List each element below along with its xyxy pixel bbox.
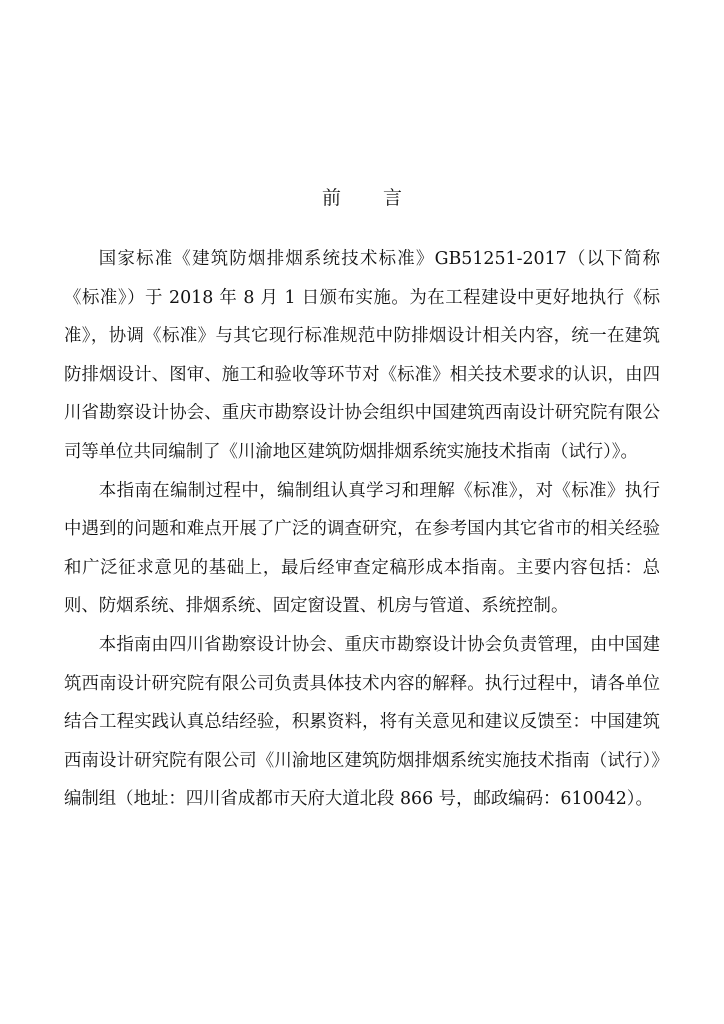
paragraph-management: 本指南由四川省勘察设计协会、重庆市勘察设计协会负责管理，由中国建筑西南设计研究院有限公司负责具体技术内容的解释。执行过程中，请各单位结合工程实践认真总结经验，积累资料，将有关意见和建议反馈至：中国建筑西南设计研究院有限公司《川渝地区建筑防烟排烟系统实施技术指南（试行）》编制组（地址：四川省成都市天府大道北段 866 号，邮政编码：610042）。 <box>64 634 660 810</box>
document-body <box>64 240 660 819</box>
page-title: 前 言 <box>321 186 421 209</box>
paragraph-background: 国家标准《建筑防烟排烟系统技术标准》GB51251-2017（以下简称《标准》）于 2018 年 8 月 1 日颁布实施。为在工程建设中更好地执行《标准》，协调《标准》与其它现行标准规范中防排烟设计相关内容，统一在建筑防排烟设计、图审、施工和验收等环节对《标准》相关技术要求的认识，由四川省勘察设计协会、重庆市勘察设计协会组织中国建筑西南设计研究院有限公司等单位共同编制了《川渝地区建筑防烟排烟系统实施技术指南（试行）》。 <box>64 249 660 462</box>
paragraph-compilation: 本指南在编制过程中，编制组认真学习和理解《标准》，对《标准》执行中遇到的问题和难点开展了广泛的调查研究，在参考国内其它省市的相关经验和广泛征求意见的基础上，最后经审查定稿形成本指南。主要内容包括：总则、防烟系统、排烟系统、固定窗设置、机房与管道、系统控制。 <box>64 480 660 617</box>
